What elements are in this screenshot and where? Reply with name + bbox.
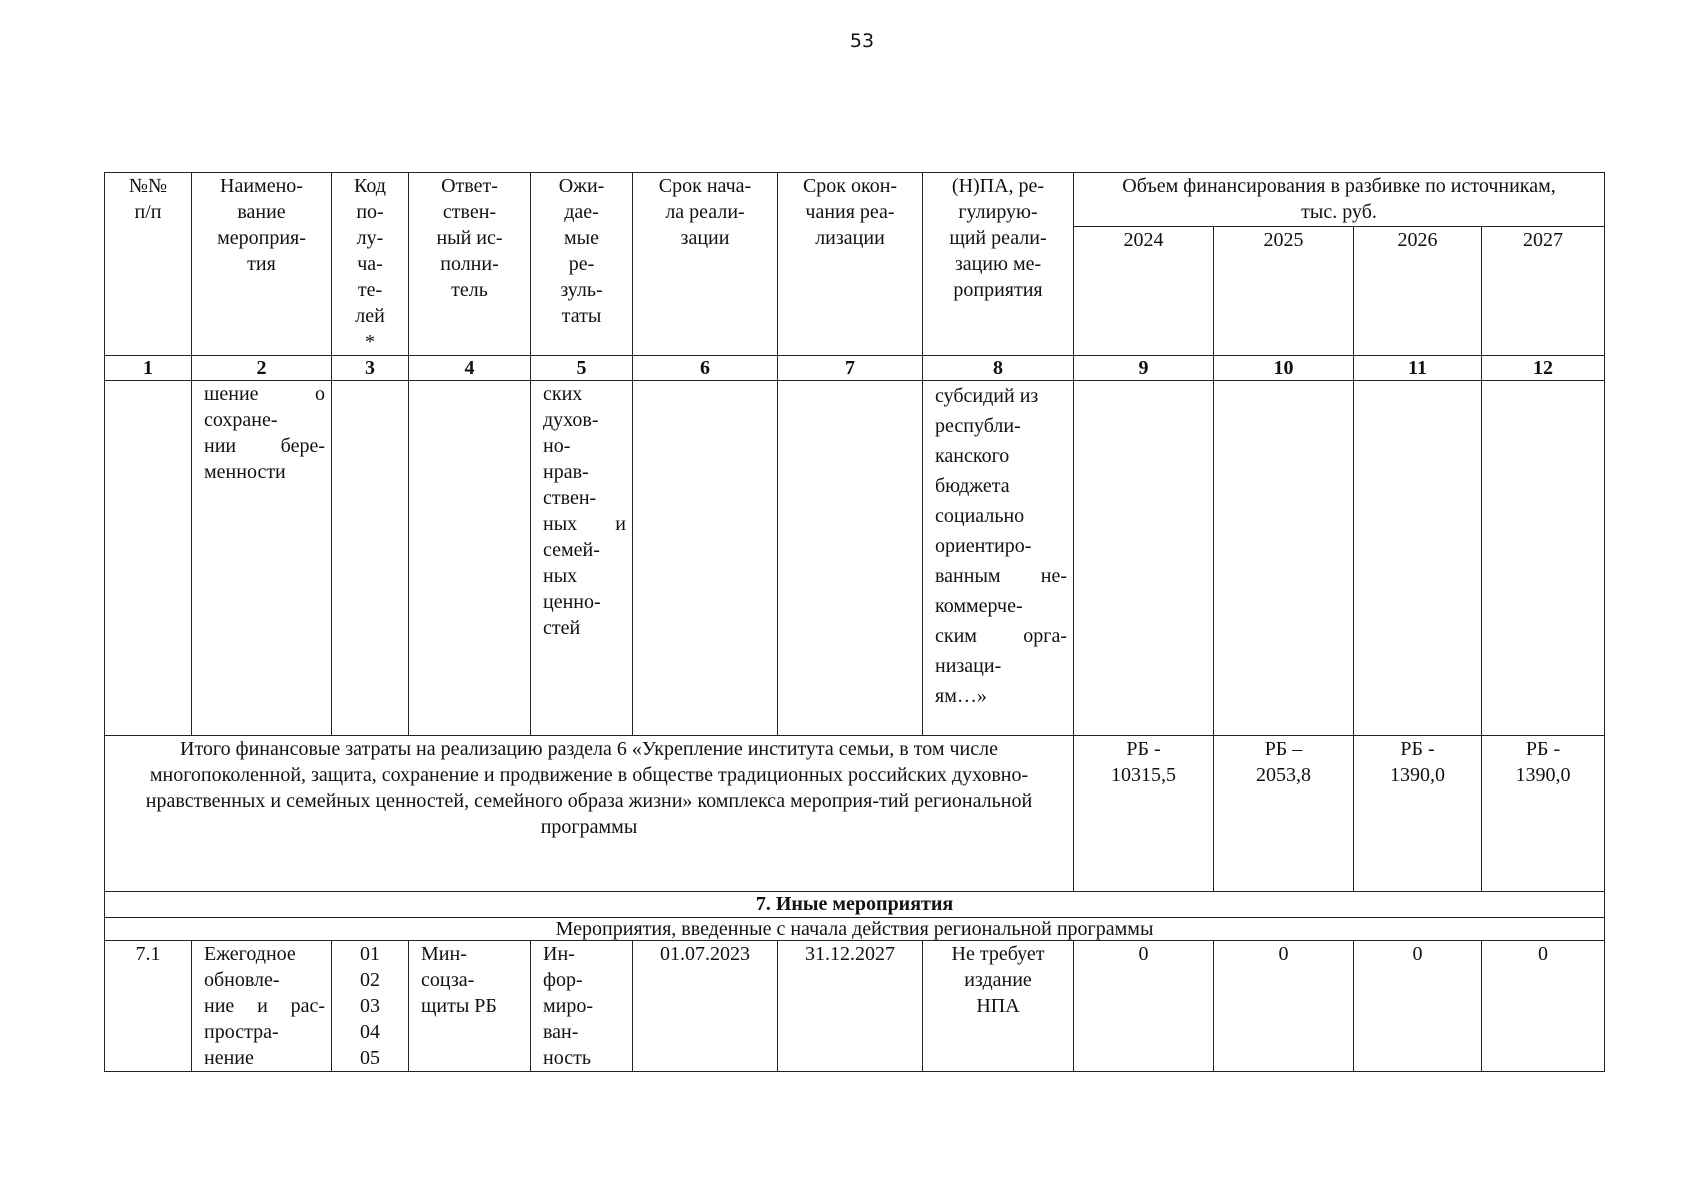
column-number: 9 (1074, 356, 1214, 381)
row-executor (409, 941, 531, 1072)
row-value-2027: 0 (1482, 941, 1605, 1072)
text-line: ных (543, 565, 578, 587)
column-number: 3 (332, 356, 409, 381)
section-title: 7. Иные мероприятия (105, 892, 1605, 918)
continuation-npa (923, 381, 1074, 736)
column-number: 7 (778, 356, 923, 381)
text-line: фор- (543, 969, 583, 991)
column-number: 6 (633, 356, 778, 381)
text-line: ных и (543, 513, 626, 535)
text-line: ориентиро- (935, 535, 1032, 557)
row-npa: Не требует издание НПА (923, 941, 1074, 1072)
column-number: 8 (923, 356, 1074, 381)
text-line: ским орга- (935, 625, 1067, 647)
text-line: но- (543, 435, 571, 457)
header-executor: Ответ- ствен- ный ис- полни- тель (409, 173, 531, 356)
cell-empty (409, 381, 531, 736)
cell-empty (778, 381, 923, 736)
text-line: сохране- (204, 409, 278, 431)
text-line: низаци- (935, 655, 1002, 677)
total-2026: РБ - 1390,0 (1354, 736, 1482, 892)
text-line: ность (543, 1047, 591, 1069)
header-expected-results: Ожи- дае- мые ре- зуль- таты (531, 173, 633, 356)
row-results (531, 941, 633, 1072)
continuation-results (531, 381, 633, 736)
text-line: Мин- (421, 943, 467, 965)
header-funding: Объем финансирования в разбивке по источникам, тыс. руб. (1074, 173, 1605, 227)
text-line: нение (204, 1047, 254, 1069)
column-number: 4 (409, 356, 531, 381)
text-line: Ежегодное (204, 943, 296, 965)
text-line: менности (204, 461, 286, 483)
header-year-2025: 2025 (1214, 226, 1354, 355)
text-line: соцза- (421, 969, 475, 991)
text-line: ских (543, 383, 583, 405)
text-line: канского (935, 445, 1010, 467)
section-subtitle: Мероприятия, введенные с начала действия региональной программы (105, 918, 1605, 941)
text-line: коммерче- (935, 595, 1023, 617)
row-value-2024: 0 (1074, 941, 1214, 1072)
cell-empty (1482, 381, 1605, 736)
total-row (105, 736, 1605, 892)
column-number: 1 (105, 356, 192, 381)
header-recipient-code: Код по- лу- ча- те- лей * (332, 173, 409, 356)
page-number: 53 (849, 30, 875, 52)
column-number: 2 (192, 356, 332, 381)
column-number: 12 (1482, 356, 1605, 381)
header-npa: (Н)ПА, ре- гулирую- щий реали- зацию ме- роприятия (923, 173, 1074, 356)
continuation-row (105, 381, 1605, 736)
activities-table (104, 172, 1605, 1072)
total-2025: РБ – 2053,8 (1214, 736, 1354, 892)
text-line: республи- (935, 415, 1021, 437)
text-line: щиты РБ (421, 995, 497, 1017)
column-number: 10 (1214, 356, 1354, 381)
header-end-date: Срок окон- чания реа- лизации (778, 173, 923, 356)
text-line: ям…» (935, 685, 987, 707)
text-line: обновле- (204, 969, 280, 991)
row-start-date: 01.07.2023 (633, 941, 778, 1072)
total-label: Итого финансовые затраты на реализацию раздела 6 «Укрепление института семьи, в том числе многопоколенной, защита, сохранение и продвижение в обществе традиционных российских духовно-нравственных и семейных ценностей, семейного образа жизни» комплекса мероприя-тий региональной программы (105, 736, 1074, 892)
column-numbers-row (105, 356, 1605, 381)
text-line: простра- (204, 1021, 279, 1043)
column-number: 11 (1354, 356, 1482, 381)
text-line: ние и рас- (204, 995, 325, 1017)
text-line: нрав- (543, 461, 589, 483)
text-line: бюджета (935, 475, 1010, 497)
text-line: миро- (543, 995, 594, 1017)
text-line: ван- (543, 1021, 579, 1043)
text-line: шение о (204, 383, 325, 405)
total-2027: РБ - 1390,0 (1482, 736, 1605, 892)
row-codes: 01 02 03 04 05 (332, 941, 409, 1072)
row-value-2026: 0 (1354, 941, 1482, 1072)
text-line: ствен- (543, 487, 597, 509)
header-name: Наимено- вание мероприя- тия (192, 173, 332, 356)
text-line: ванным не- (935, 565, 1067, 587)
text-line: субсидий из (935, 385, 1039, 407)
header-num: №№ п/п (105, 173, 192, 356)
row-number: 7.1 (105, 941, 192, 1072)
text-line: Ин- (543, 943, 575, 965)
cell-empty (1354, 381, 1482, 736)
row-value-2025: 0 (1214, 941, 1354, 1072)
cell-empty (1214, 381, 1354, 736)
total-2024: РБ - 10315,5 (1074, 736, 1214, 892)
row-end-date: 31.12.2027 (778, 941, 923, 1072)
table-row (105, 941, 1605, 1072)
text-line: духов- (543, 409, 599, 431)
row-name (192, 941, 332, 1072)
cell-empty (332, 381, 409, 736)
header-year-2027: 2027 (1482, 226, 1605, 355)
text-line: ценно- (543, 591, 601, 613)
column-number: 5 (531, 356, 633, 381)
cell-empty (1074, 381, 1214, 736)
cell-empty (633, 381, 778, 736)
cell-empty (105, 381, 192, 736)
text-line: стей (543, 617, 581, 639)
header-start-date: Срок нача- ла реали- зации (633, 173, 778, 356)
text-line: семей- (543, 539, 600, 561)
text-line: социально (935, 505, 1025, 527)
continuation-name (192, 381, 332, 736)
header-year-2026: 2026 (1354, 226, 1482, 355)
text-line: нии бере- (204, 435, 325, 457)
header-year-2024: 2024 (1074, 226, 1214, 355)
